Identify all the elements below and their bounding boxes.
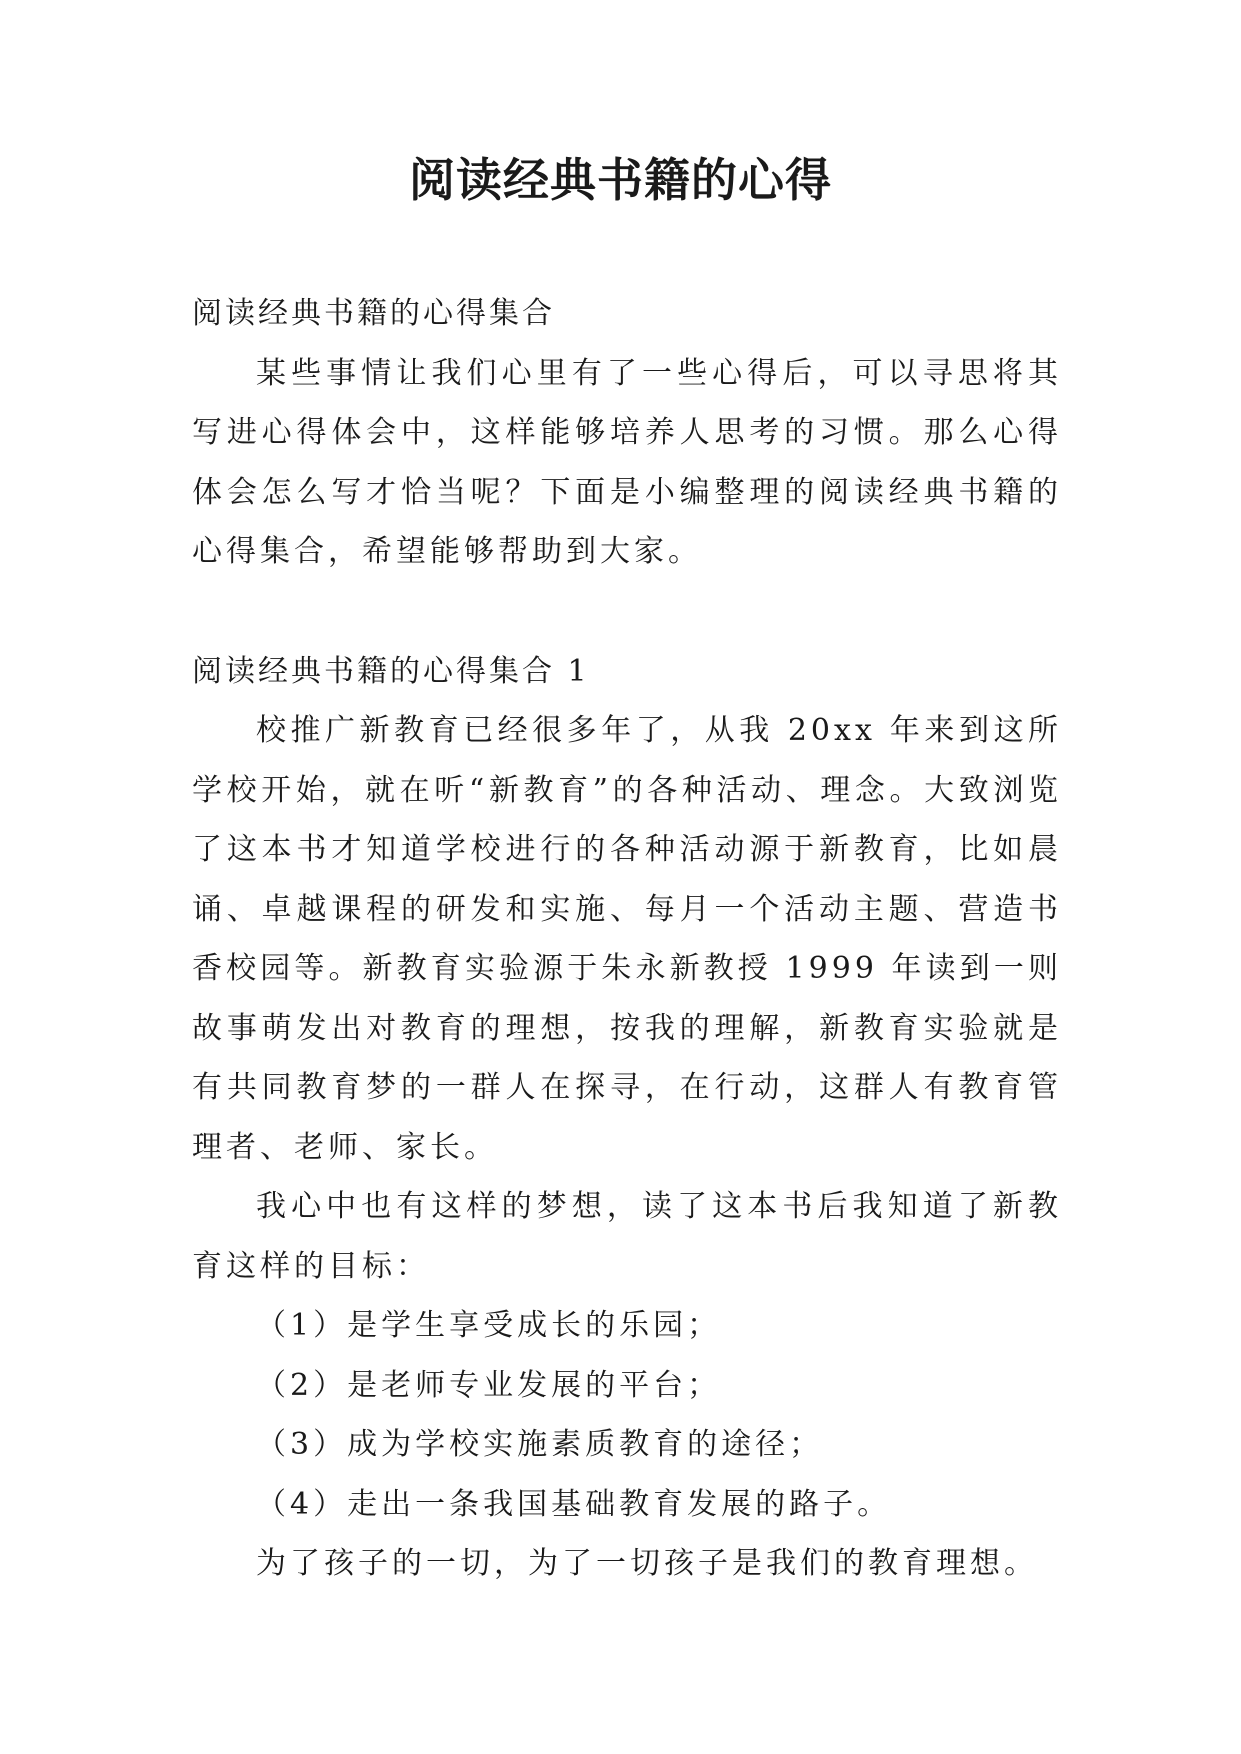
goal-item-2: （2）是老师专业发展的平台； [256, 1367, 722, 1403]
closing-paragraph: 为了孩子的一切，为了一切孩子是我们的教育理想。 [256, 1546, 1038, 1581]
part1-paragraph-2: 我心中也有这样的梦想，读了这本书后我知道了新教育这样的目标： [192, 1189, 1062, 1284]
goal-item-3: （3）成为学校实施素质教育的途径； [256, 1427, 824, 1462]
paragraph-spacer [192, 582, 1062, 642]
part1-paragraph-1: 校推广新教育已经很多年了，从我 20xx 年来到这所学校开始，就在听“新教育”的各种活动、理念。大致浏览了这本书才知道学校进行的各种活动源于新教育，比如晨诵、卓越课程的研发和实施、每月一个活动主题、营造书香校园等。新教育实验源于朱永新教授 1999 年读到一则故事萌发出对教育的理想，按我的理解，新教育实验就是有共同教育梦的一群人在探寻，在行动，这群人有教育管理者、老师、家长。 [192, 713, 1062, 1165]
goal-item-1: （1）是学生享受成长的乐园； [256, 1308, 722, 1343]
part1-heading: 阅读经典书籍的心得集合 1 [192, 653, 590, 689]
intro-paragraph: 某些事情让我们心里有了一些心得后，可以寻思将其写进心得体会中，这样能够培养人思考的习惯。那么心得体会怎么写才恰当呢？下面是小编整理的阅读经典书籍的心得集合，希望能够帮助到大家。 [192, 355, 1062, 569]
document-body [192, 284, 1062, 1594]
document-title: 阅读经典书籍的心得 [409, 153, 832, 207]
goal-item-4: （4）走出一条我国基础教育发展的路子。 [256, 1486, 892, 1522]
section-heading: 阅读经典书籍的心得集合 [192, 296, 555, 331]
